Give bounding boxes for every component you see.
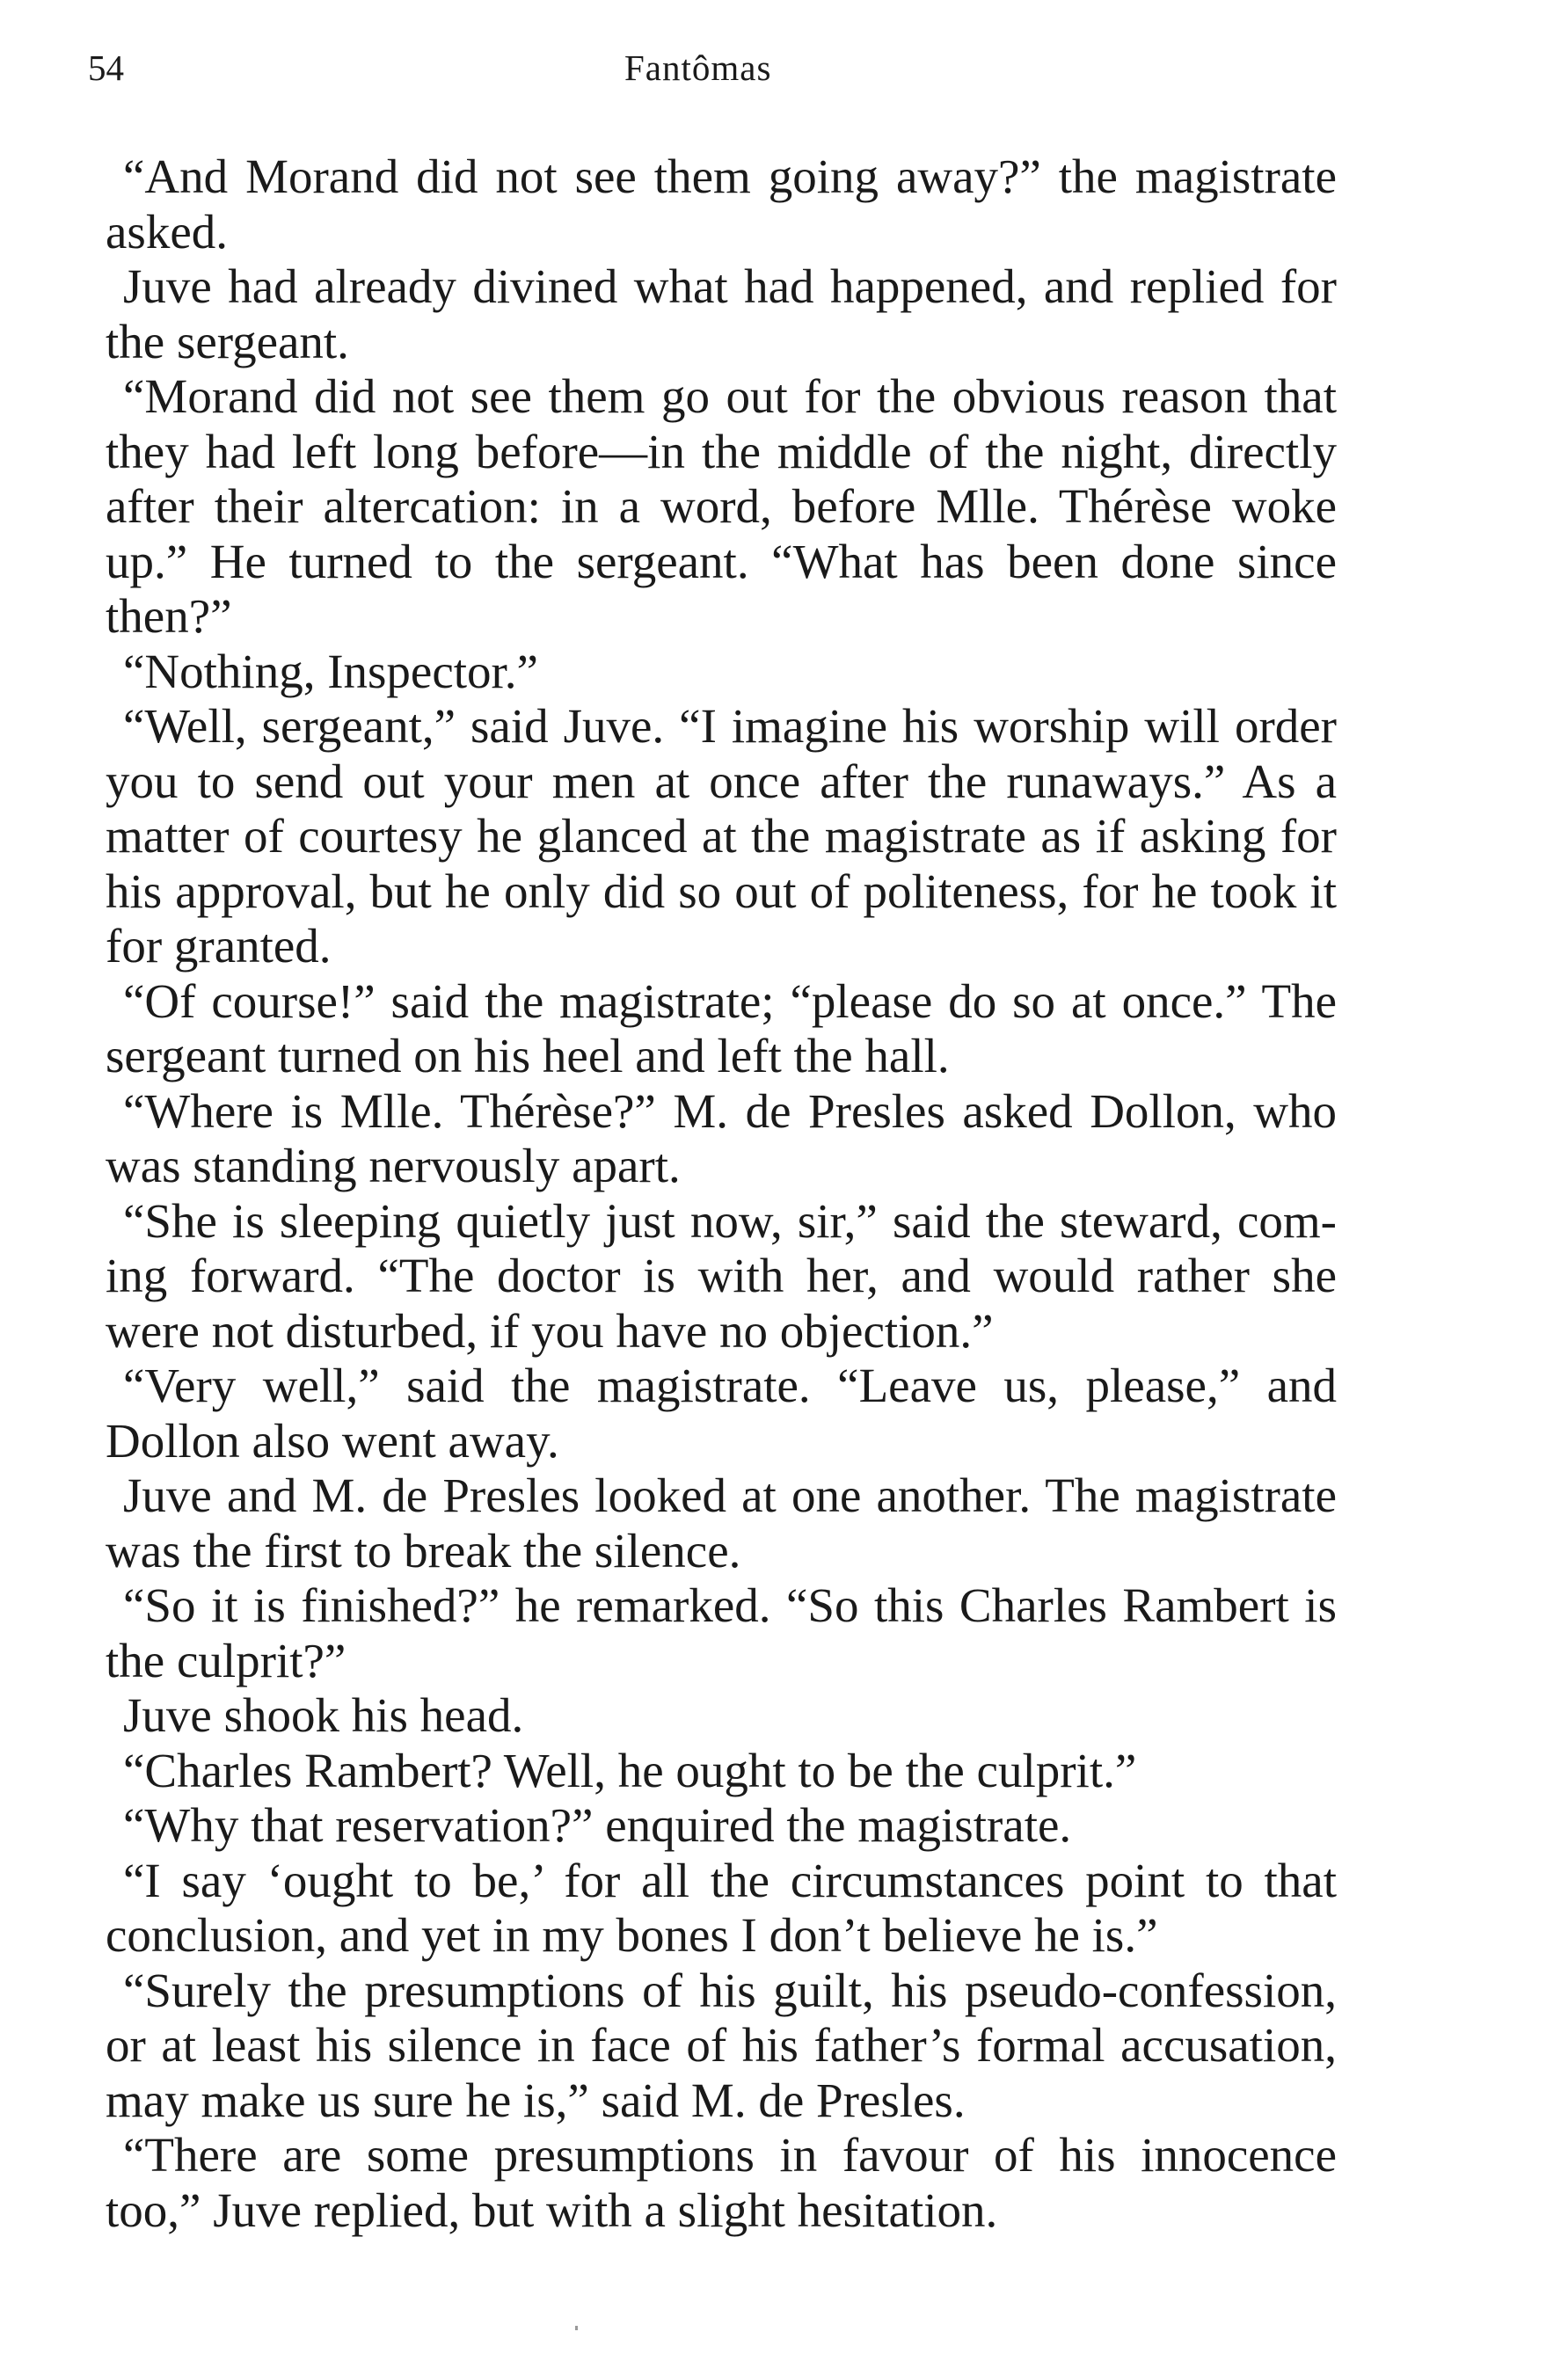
body-text bbox=[106, 149, 1337, 2238]
paragraph: “Of course!” said the magistrate; “please do so at once.” The sergeant turned on his heel and left the hall. bbox=[106, 973, 1337, 1082]
scan-speck bbox=[575, 2326, 578, 2330]
paragraph: “Morand did not see them go out for the obvious reason that they had left long before—in the middle of the night, directly after their altercation: in a word, before Mlle. Thérèse woke up.” He turned to the sergeant. “What has been done since then?” bbox=[106, 369, 1337, 643]
running-head bbox=[88, 37, 1319, 98]
paragraph: “Where is Mlle. Thérèse?” M. de Presles asked Dollon, who was standing nervously apart. bbox=[106, 1083, 1337, 1192]
paragraph: “There are some presumptions in favour of his innocence too,” Juve replied, but with a slight hesitation. bbox=[106, 2128, 1337, 2237]
paragraph: “Nothing, Inspector.” bbox=[123, 644, 538, 698]
paragraph: “She is sleeping quietly just now, sir,” said the steward, coming forward. “The doctor is with her, and would rather she were not disturbed, if you have no objection.” bbox=[106, 1193, 1337, 1358]
paragraph: Juve shook his head. bbox=[123, 1688, 524, 1742]
paragraph: “Surely the presumptions of his guilt, his pseudo-confession, or at least his silence in face of his father’s formal accusation, may make us sure he is,” said M. de Presles. bbox=[106, 1963, 1337, 2127]
paragraph: “Why that reservation?” enquired the magistrate. bbox=[123, 1798, 1072, 1852]
running-title: Fantômas bbox=[624, 47, 772, 88]
paragraph: “So it is finished?” he remarked. “So this Charles Rambert is the culprit?” bbox=[106, 1578, 1337, 1687]
paragraph: “I say ‘ought to be,’ for all the circumstances point to that conclusion, and yet in my bones I don’t believe he is.” bbox=[106, 1853, 1337, 1962]
page-number: 54 bbox=[88, 47, 124, 88]
paragraph: “Very well,” said the magistrate. “Leave us, please,” and Dollon also went away. bbox=[106, 1359, 1337, 1468]
paragraph: “Charles Rambert? Well, he ought to be the culprit.” bbox=[123, 1743, 1137, 1797]
paragraph: Juve and M. de Presles looked at one another. The magistrate was the first to break the silence. bbox=[106, 1468, 1337, 1578]
paragraph: “And Morand did not see them going away?” the magistrate asked. bbox=[106, 149, 1337, 259]
paragraph: Juve had already divined what had happened, and replied for the sergeant. bbox=[106, 259, 1337, 368]
paragraph: “Well, sergeant,” said Juve. “I imagine his worship will order you to send out your men at once after the runaways.” As a matter of courtesy he glanced at the magistrate as if asking for his approval, but he only did so out of politeness, for he took it for granted. bbox=[106, 699, 1337, 973]
